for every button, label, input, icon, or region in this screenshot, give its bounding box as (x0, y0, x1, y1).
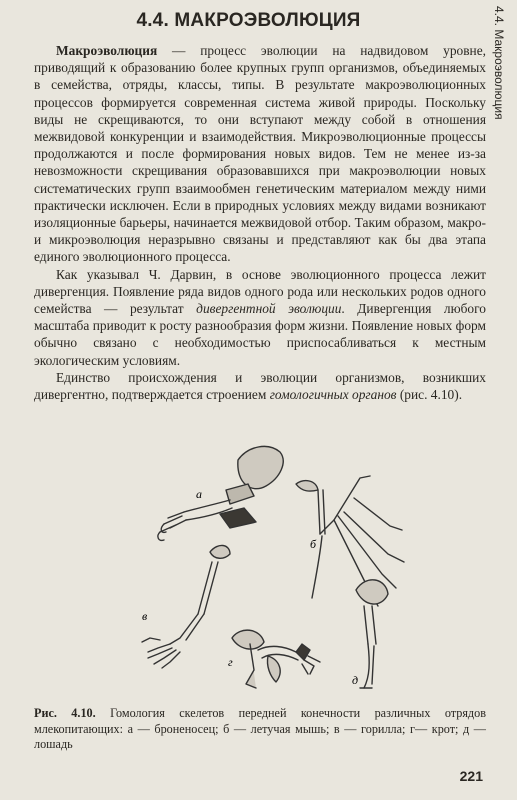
figure-label-g: г (228, 655, 233, 669)
running-head-text: 4.4. Макроэволюция (492, 6, 506, 120)
paragraph-2 (34, 266, 486, 369)
figure-caption (34, 706, 486, 753)
forelimb-skeletons-illustration (120, 438, 480, 700)
term-divergent-evolution: дивергентной эволюции (196, 301, 342, 317)
running-head (492, 0, 517, 190)
figure-forelimb-skeletons (120, 438, 480, 700)
term-homologous-organs: гомологичных органов (269, 387, 397, 403)
figure-label-a: а (196, 487, 202, 501)
page-number: 221 (459, 768, 483, 784)
paragraph-2-text-end: . Дивергенция любого масштаба приводит к росту разнообразия форм жизни. Появление новых форм обычно связано с необходимостью приспосабливаться к местным экологическим условиям. (34, 301, 486, 368)
paragraph-1-text: — процесс эволюции на надвидовом уровне, приводящий к образованию более крупных групп организмов, объединяемых в семейства, отряды, классы, типы. В результате макроэволюционных процессов формируется современная система живой природы. Поскольку виды не скрещиваются, то они вступают между собой в отношения межвидовой конкуренции и взаимодействия. Микроэволюционные процессы продолжаются и после формирования новых видов. Тем не менее из-за невозможности скрещивания образовавшихся при макроэволюции новых систематических групп взаимообмен генетическим материалом между ними практически исключен. Если в природных условиях между видами возникают изоляционные барьеры, начинается межвидовой отбор. Таким образом, макро- и микроэволюция неразрывно связаны и представляют как бы два этапа единого эволюционного процесса. (34, 43, 486, 265)
term-macroevolution: Макроэволюция (56, 43, 158, 58)
paragraph-3-text-end: (рис. 4.10). (396, 387, 463, 403)
body-text (34, 42, 486, 403)
paragraph-3 (34, 369, 486, 403)
section-title: 4.4. МАКРОЭВОЛЮЦИЯ (136, 10, 361, 31)
figure-label-v: в (142, 609, 148, 623)
figure-caption-text: Гомология скелетов передней конечности различных отрядов млекопитающих: а — броненосец; б — летучая мышь; в — горилла; г— крот; д — лошадь (34, 706, 486, 751)
figure-label-b: б (310, 537, 317, 551)
gorilla-forelimb (142, 545, 230, 668)
paragraph-1 (34, 42, 486, 266)
armadillo-forelimb (158, 446, 283, 540)
paragraph-3-text: Единство происхождения и эволюции организмов, возникших дивергентно, подтверждается строением (34, 369, 486, 403)
horse-forelimb (356, 580, 388, 688)
figure-number: Рис. 4.10. (34, 706, 96, 720)
mole-forelimb (232, 630, 320, 688)
figure-label-d: д (352, 673, 359, 687)
paragraph-2-text: Как указывал Ч. Дарвин, в основе эволюционного процесса лежит дивергенция. Появление ряда видов одного рода или нескольких родов одного семейства — результат (34, 266, 486, 317)
